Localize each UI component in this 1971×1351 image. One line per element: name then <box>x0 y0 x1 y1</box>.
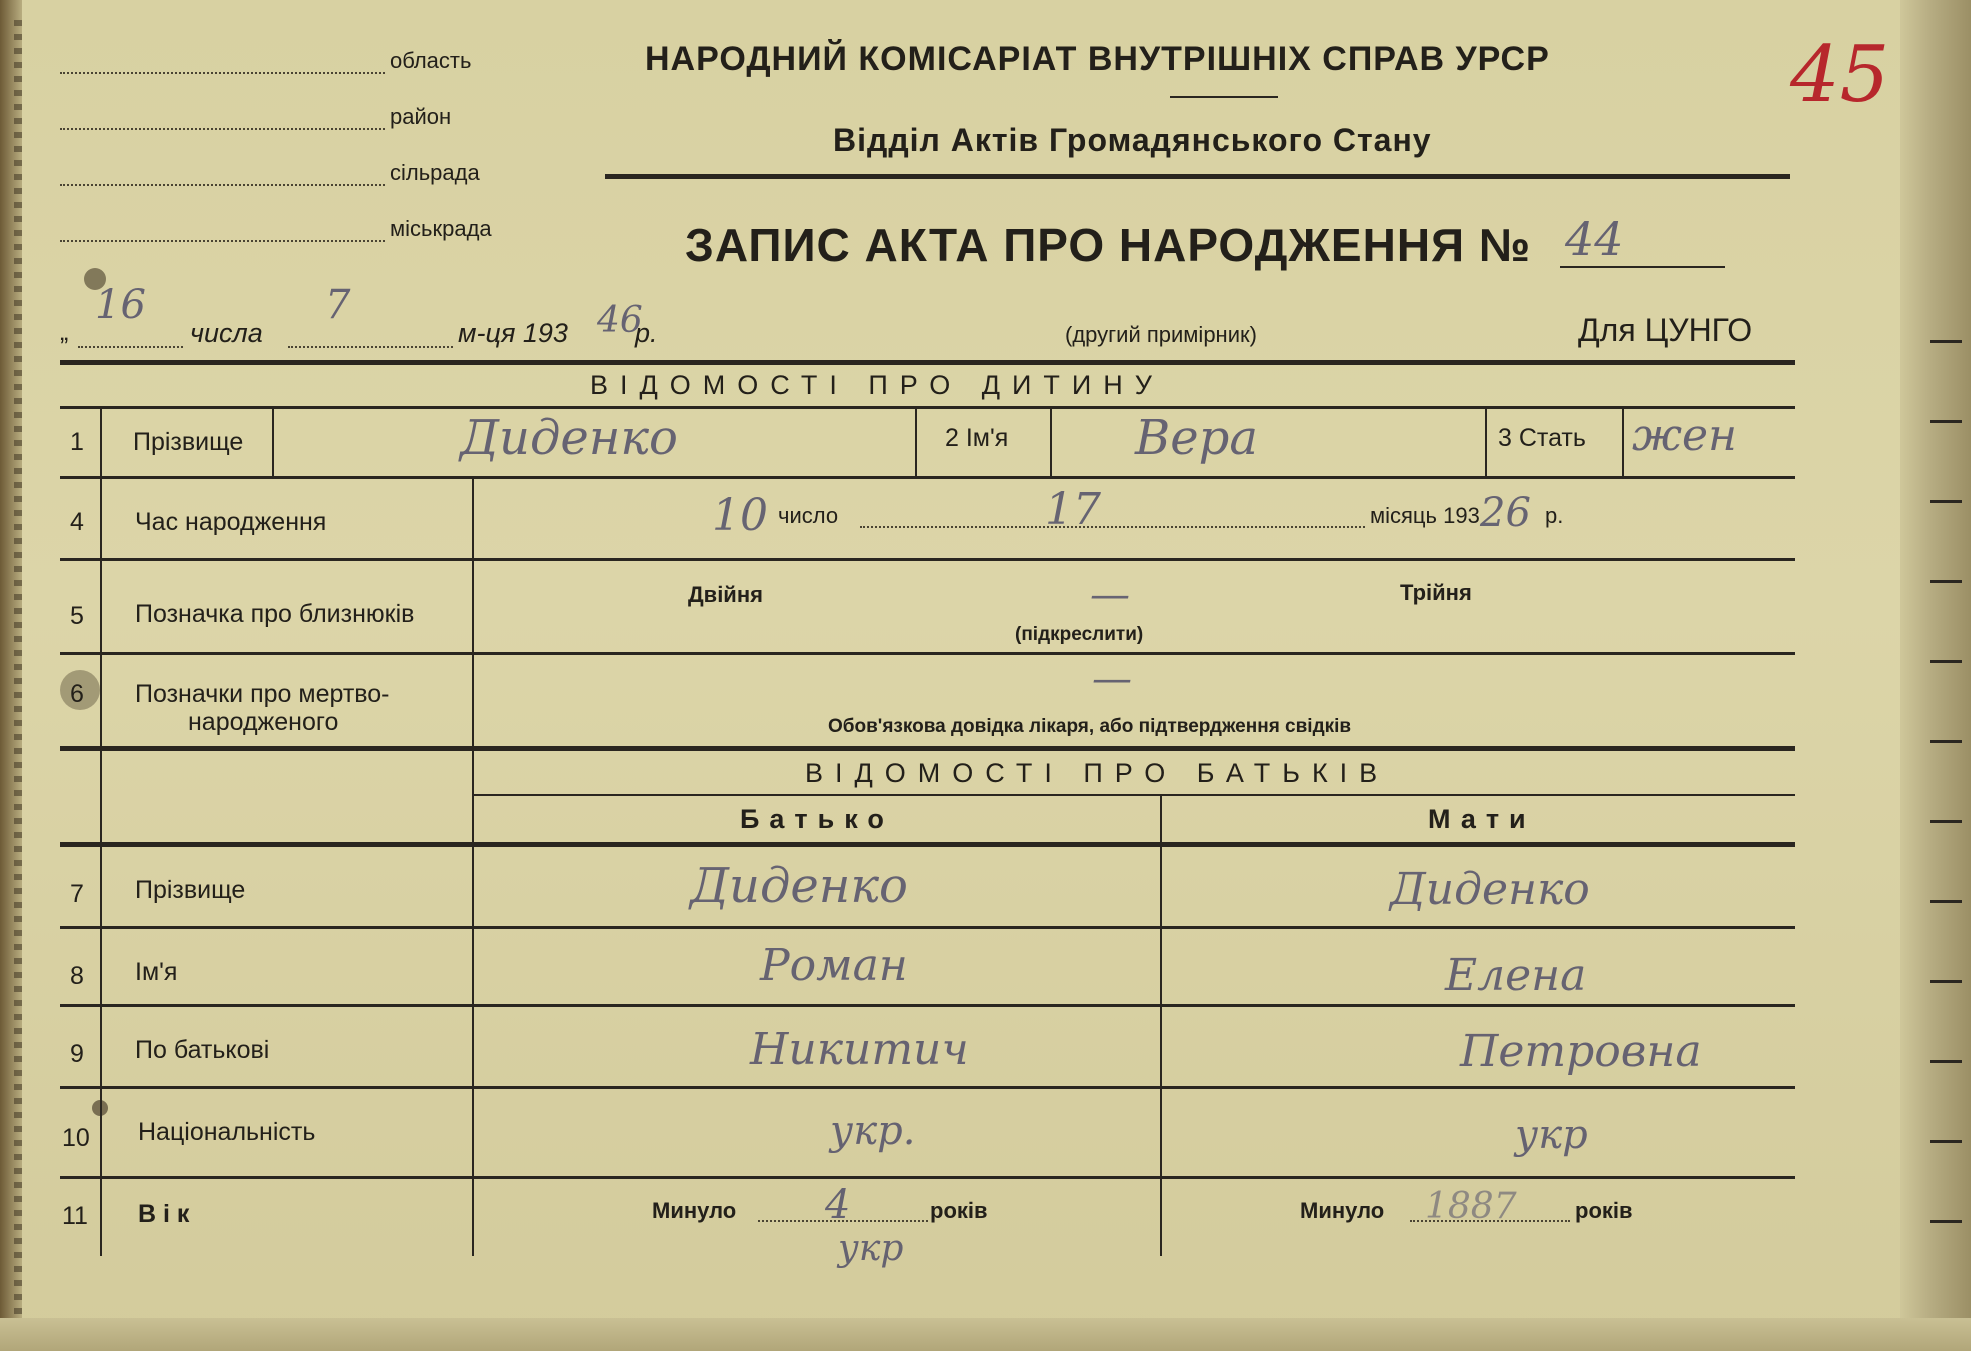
bottom-edge <box>0 1318 1971 1351</box>
record-title: ЗАПИС АКТА ПРО НАРОДЖЕННЯ № <box>685 219 1532 271</box>
misiats-label: місяць 193 <box>1370 503 1480 528</box>
father-name: Роман <box>760 940 908 991</box>
table-rule <box>60 1086 1795 1089</box>
birth-day: 10 <box>712 490 768 541</box>
section-rule <box>60 746 1795 751</box>
twins-label: Позначка про близнюків <box>135 600 415 628</box>
twins-dash: — <box>1090 572 1130 618</box>
margin-tick <box>1930 500 1962 503</box>
department-title: Відділ Актів Громадянського Стану <box>833 122 1432 158</box>
father-surname: Диденко <box>690 858 908 914</box>
table-rule <box>60 558 1795 561</box>
father-age: 4 <box>825 1182 851 1228</box>
underline-note: (підкреслити) <box>1015 624 1144 645</box>
mother-header: Мати <box>1428 804 1536 834</box>
table-rule <box>60 476 1795 479</box>
table-rule <box>60 842 1795 847</box>
child-name: Вера <box>1135 410 1259 466</box>
oblast-label: область <box>390 48 472 73</box>
child-name-label: 2 Ім'я <box>945 424 1009 452</box>
cell-divider <box>915 406 917 478</box>
mother-patronymic: Петровна <box>1460 1026 1702 1077</box>
mother-name: Елена <box>1445 950 1587 1001</box>
record-day: 16 <box>95 282 146 328</box>
stillborn-label-line2: народженого <box>188 708 339 736</box>
twins-option: Двійня <box>688 582 763 607</box>
row-number: 8 <box>70 962 84 990</box>
miskrada-label: міськрада <box>390 216 492 241</box>
margin-tick <box>1930 1060 1962 1063</box>
table-rule <box>60 1004 1795 1007</box>
birth-month: 17 <box>1045 484 1101 535</box>
margin-tick <box>1930 1140 1962 1143</box>
title-rule <box>1170 96 1278 98</box>
margin-tick <box>1930 740 1962 743</box>
row-number: 7 <box>70 880 84 908</box>
number-column-line <box>100 406 102 1256</box>
chisla-label: числа <box>190 318 263 348</box>
child-sex: жен <box>1632 410 1738 461</box>
margin-tick <box>1930 820 1962 823</box>
header-rule <box>605 174 1790 179</box>
record-number-line <box>1560 266 1725 268</box>
raion-label: район <box>390 104 452 129</box>
margin-tick <box>1930 420 1962 423</box>
section-rule <box>60 360 1795 365</box>
stillborn-label-line1: Позначки про мертво- <box>135 680 390 708</box>
father-age-suffix: років <box>930 1198 988 1223</box>
parent-surname-label: Прізвище <box>135 876 246 904</box>
table-rule <box>60 406 1795 409</box>
address-dotted-line <box>60 128 385 130</box>
cell-divider <box>1485 406 1487 478</box>
mtsia-label: м-ця 193 <box>458 318 568 348</box>
father-patronymic: Никитич <box>750 1024 969 1075</box>
father-nationality: укр. <box>830 1108 916 1154</box>
child-section-title: ВІДОМОСТІ ПРО ДИТИНУ <box>590 370 1164 400</box>
margin-tick <box>1930 660 1962 663</box>
copy-label: (другий примірник) <box>1065 322 1257 347</box>
address-dotted-line <box>60 184 385 186</box>
cell-divider <box>1050 406 1052 478</box>
father-age-prefix: Минуло <box>652 1198 737 1223</box>
father-age-note: укр <box>838 1228 904 1269</box>
parent-name-label: Ім'я <box>135 958 178 986</box>
silrada-label: сільрада <box>390 160 480 185</box>
table-rule <box>60 652 1795 655</box>
birth-dotted-line <box>860 526 1365 528</box>
table-rule <box>472 794 1795 796</box>
chyslo-label: число <box>778 503 839 528</box>
label-column-line <box>472 476 474 756</box>
mother-age-suffix: років <box>1575 1198 1633 1223</box>
table-rule <box>60 1176 1795 1179</box>
father-header: Батько <box>740 804 894 834</box>
mother-age: 1887 <box>1425 1186 1517 1227</box>
parent-patronymic-label: По батькові <box>135 1036 270 1064</box>
stillborn-dash: — <box>1092 656 1132 702</box>
mother-age-prefix: Минуло <box>1300 1198 1385 1223</box>
child-sex-label: 3 Стать <box>1498 424 1586 452</box>
r-label: р. <box>635 318 658 348</box>
parent-age-label: В і к <box>138 1200 190 1228</box>
cell-divider <box>1622 406 1624 478</box>
mother-surname: Диденко <box>1390 864 1590 915</box>
parents-section-title: ВІДОМОСТІ ПРО БАТЬКІВ <box>805 758 1390 788</box>
margin-tick <box>1930 900 1962 903</box>
row-number: 5 <box>70 602 84 630</box>
address-dotted-line <box>60 240 385 242</box>
stillborn-note: Обов'язкова довідка лікаря, або підтвердження свідків <box>828 716 1352 737</box>
margin-tick <box>1930 340 1962 343</box>
date-quote: „ <box>60 318 69 346</box>
record-month: 7 <box>325 282 351 328</box>
for-cungo-label: Для ЦУНГО <box>1578 312 1753 348</box>
child-surname-label: Прізвище <box>133 428 244 456</box>
date-dotted-line <box>288 346 453 348</box>
address-dotted-line <box>60 72 385 74</box>
ministry-title: НАРОДНИЙ КОМІСАРІАТ ВНУТРІШНІХ СПРАВ УРСР <box>645 40 1550 78</box>
mother-nationality: укр <box>1515 1112 1588 1158</box>
margin-tick <box>1930 980 1962 983</box>
perforation <box>14 20 22 1320</box>
row-number: 10 <box>62 1124 90 1152</box>
margin-tick <box>1930 580 1962 583</box>
cell-divider <box>272 406 274 478</box>
date-dotted-line <box>78 346 183 348</box>
record-number: 44 <box>1565 212 1624 266</box>
row-number: 11 <box>62 1202 88 1230</box>
right-edge <box>1900 0 1971 1351</box>
birth-time-label: Час народження <box>135 508 327 536</box>
parents-column-divider <box>1160 794 1162 1256</box>
table-rule <box>60 926 1795 929</box>
parent-nationality-label: Національність <box>138 1118 316 1146</box>
birth-r-label: р. <box>1545 503 1564 528</box>
row-number: 1 <box>70 428 84 456</box>
margin-tick <box>1930 1220 1962 1223</box>
row-number: 9 <box>70 1040 84 1068</box>
row-number: 6 <box>70 680 84 708</box>
triplets-option: Трійня <box>1400 580 1472 605</box>
page-number: 45 <box>1790 30 1890 120</box>
birth-year: 26 <box>1480 490 1531 536</box>
row-number: 4 <box>70 508 84 536</box>
record-year: 46 <box>597 300 643 341</box>
child-surname: Диденко <box>460 410 678 466</box>
